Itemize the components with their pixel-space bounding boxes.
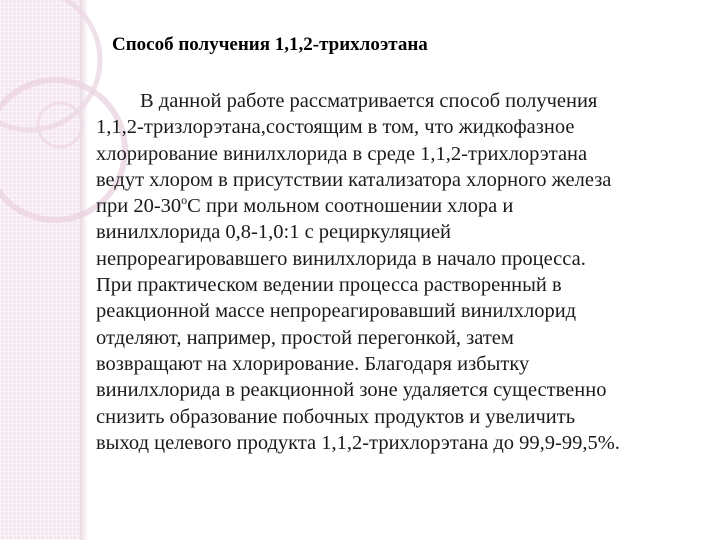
body-line-5-start: при 20-30 [96,195,182,218]
body-line-12: винилхлорида в реакционной зоне удаляется существенно [96,379,607,402]
body-line-7: непрореагировавшего винилхлорида в начало процесса. [96,247,586,270]
body-line-9: реакционной массе непрореагировавший винилхлорид [96,300,577,323]
body-line-5 [96,193,706,219]
body-line-3: хлорирование винилхлорида в среде 1,1,2-трихлорэтана [96,142,588,165]
slide-title: Способ получения 1,1,2-трихлоэтана [112,34,428,55]
body-line-11: возвращают на хлорирование. Благодаря избытку [96,352,530,375]
body-paragraph [96,88,706,456]
body-line-13: снизить образование побочных продуктов и увеличить [96,405,576,428]
body-line-8: При практическом ведении процесса растворенный в [96,274,562,297]
body-line-2: 1,1,2-тризлорэтана,состоящим в том, что жидкофазное [96,116,575,139]
body-line-10: отделяют, например, простой перегонкой, затем [96,326,514,349]
body-line-6: винилхлорида 0,8-1,0:1 с рециркуляцией [96,221,452,244]
body-line-1: В данной работе рассматривается способ получения [140,90,598,112]
deco-circle-top [0,0,100,130]
body-line-14: выход целевого продукта 1,1,2-трихлорэтана до 99,9-99,5%. [96,431,620,454]
degree-superscript: о [181,193,188,208]
body-line-4: ведут хлором в присутствии катализатора хлорного железа [96,168,612,191]
body-line-5-end: С при мольном соотношении хлора и [187,195,514,218]
